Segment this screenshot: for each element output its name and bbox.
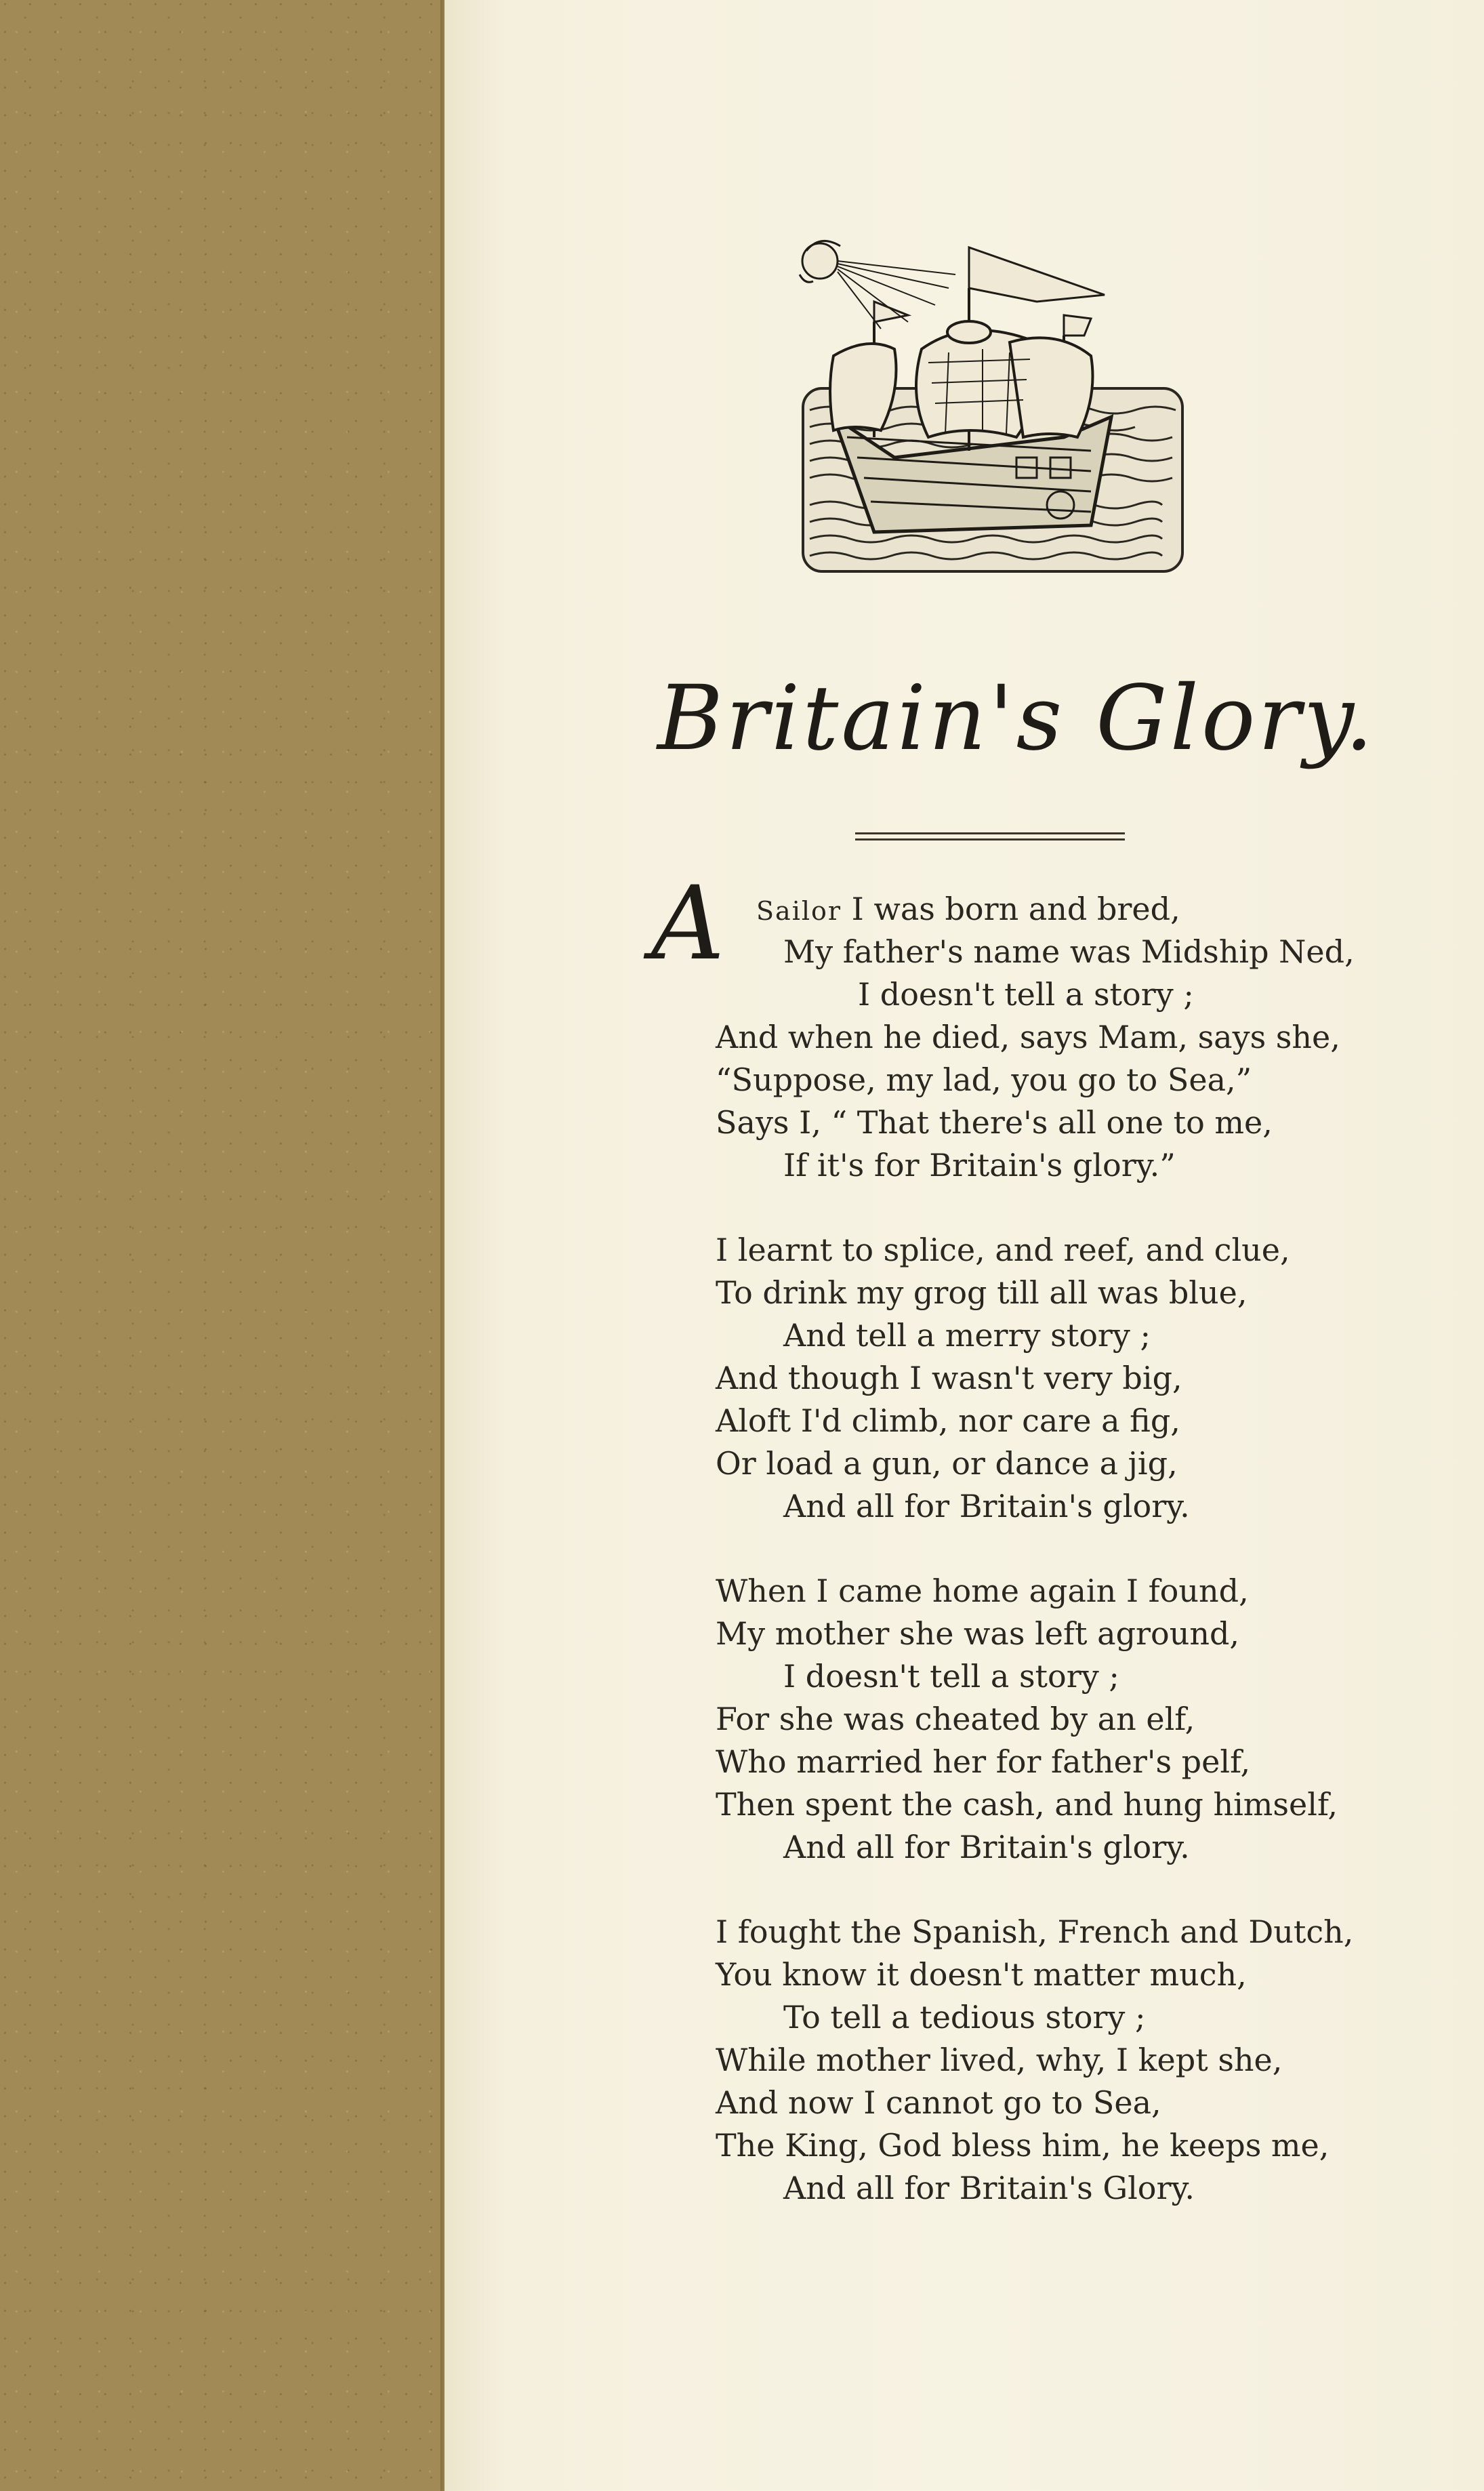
poem-line: And though I wasn't very big, <box>716 1360 1182 1396</box>
poem-line: When I came home again I found, <box>716 1573 1249 1609</box>
poem-line: Says I, “ That there's all one to me, <box>716 1104 1273 1141</box>
drop-cap: A <box>651 865 725 983</box>
poem-line: And all for Britain's Glory. <box>783 2170 1195 2206</box>
poem-line: The King, God bless him, he keeps me, <box>716 2127 1330 2164</box>
stanza <box>716 1570 1393 1869</box>
poem-line: I learnt to splice, and reef, and clue, <box>716 1232 1290 1268</box>
poem-line: Who married her for father's pelf, <box>716 1743 1251 1780</box>
poem-line: Aloft I'd climb, nor care a fig, <box>716 1402 1180 1439</box>
poem-line: And tell a merry story ; <box>783 1317 1151 1354</box>
poem-line: And all for Britain's glory. <box>783 1488 1190 1524</box>
poem-line: And when he died, says Mam, says she, <box>716 1019 1340 1055</box>
small-caps-word: Sailor <box>756 896 842 926</box>
poem-line: Then spent the cash, and hung himself, <box>716 1786 1338 1823</box>
title-double-rule <box>855 832 1125 842</box>
poem-line: I doesn't tell a story ; <box>783 1658 1119 1695</box>
poem-line: While mother lived, why, I kept she, <box>716 2042 1283 2078</box>
poem-line: Or load a gun, or dance a jig, <box>716 1445 1178 1482</box>
ship-woodcut-illustration <box>793 234 1193 580</box>
poem-line: I fought the Spanish, French and Dutch, <box>716 1913 1354 1950</box>
poem-line: If it's for Britain's glory.” <box>783 1147 1176 1183</box>
poem-line: To drink my grog till all was blue, <box>716 1274 1248 1311</box>
poem-line: To tell a tedious story ; <box>783 1999 1146 2036</box>
poem-line: “Suppose, my lad, you go to Sea,” <box>716 1061 1252 1098</box>
poem-body <box>651 865 1393 2252</box>
stanza <box>716 1229 1393 1528</box>
poem-line: You know it doesn't matter much, <box>716 1956 1247 1993</box>
first-line-rest: I was born and bred, <box>842 891 1180 927</box>
kraft-paper-margin <box>0 0 445 2491</box>
poem-title: Britain's Glory. <box>657 666 1376 771</box>
poem-line: My mother she was left aground, <box>716 1615 1240 1652</box>
stanza <box>651 865 1393 1187</box>
poem-line: For she was cheated by an elf, <box>716 1701 1195 1737</box>
poem-line: And all for Britain's glory. <box>783 1829 1190 1865</box>
poem-line: And now I cannot go to Sea, <box>716 2084 1161 2121</box>
poem-line: My father's name was Midship Ned, <box>783 933 1355 970</box>
stanza <box>716 1911 1393 2210</box>
poem-line: I doesn't tell a story ; <box>858 976 1194 1013</box>
